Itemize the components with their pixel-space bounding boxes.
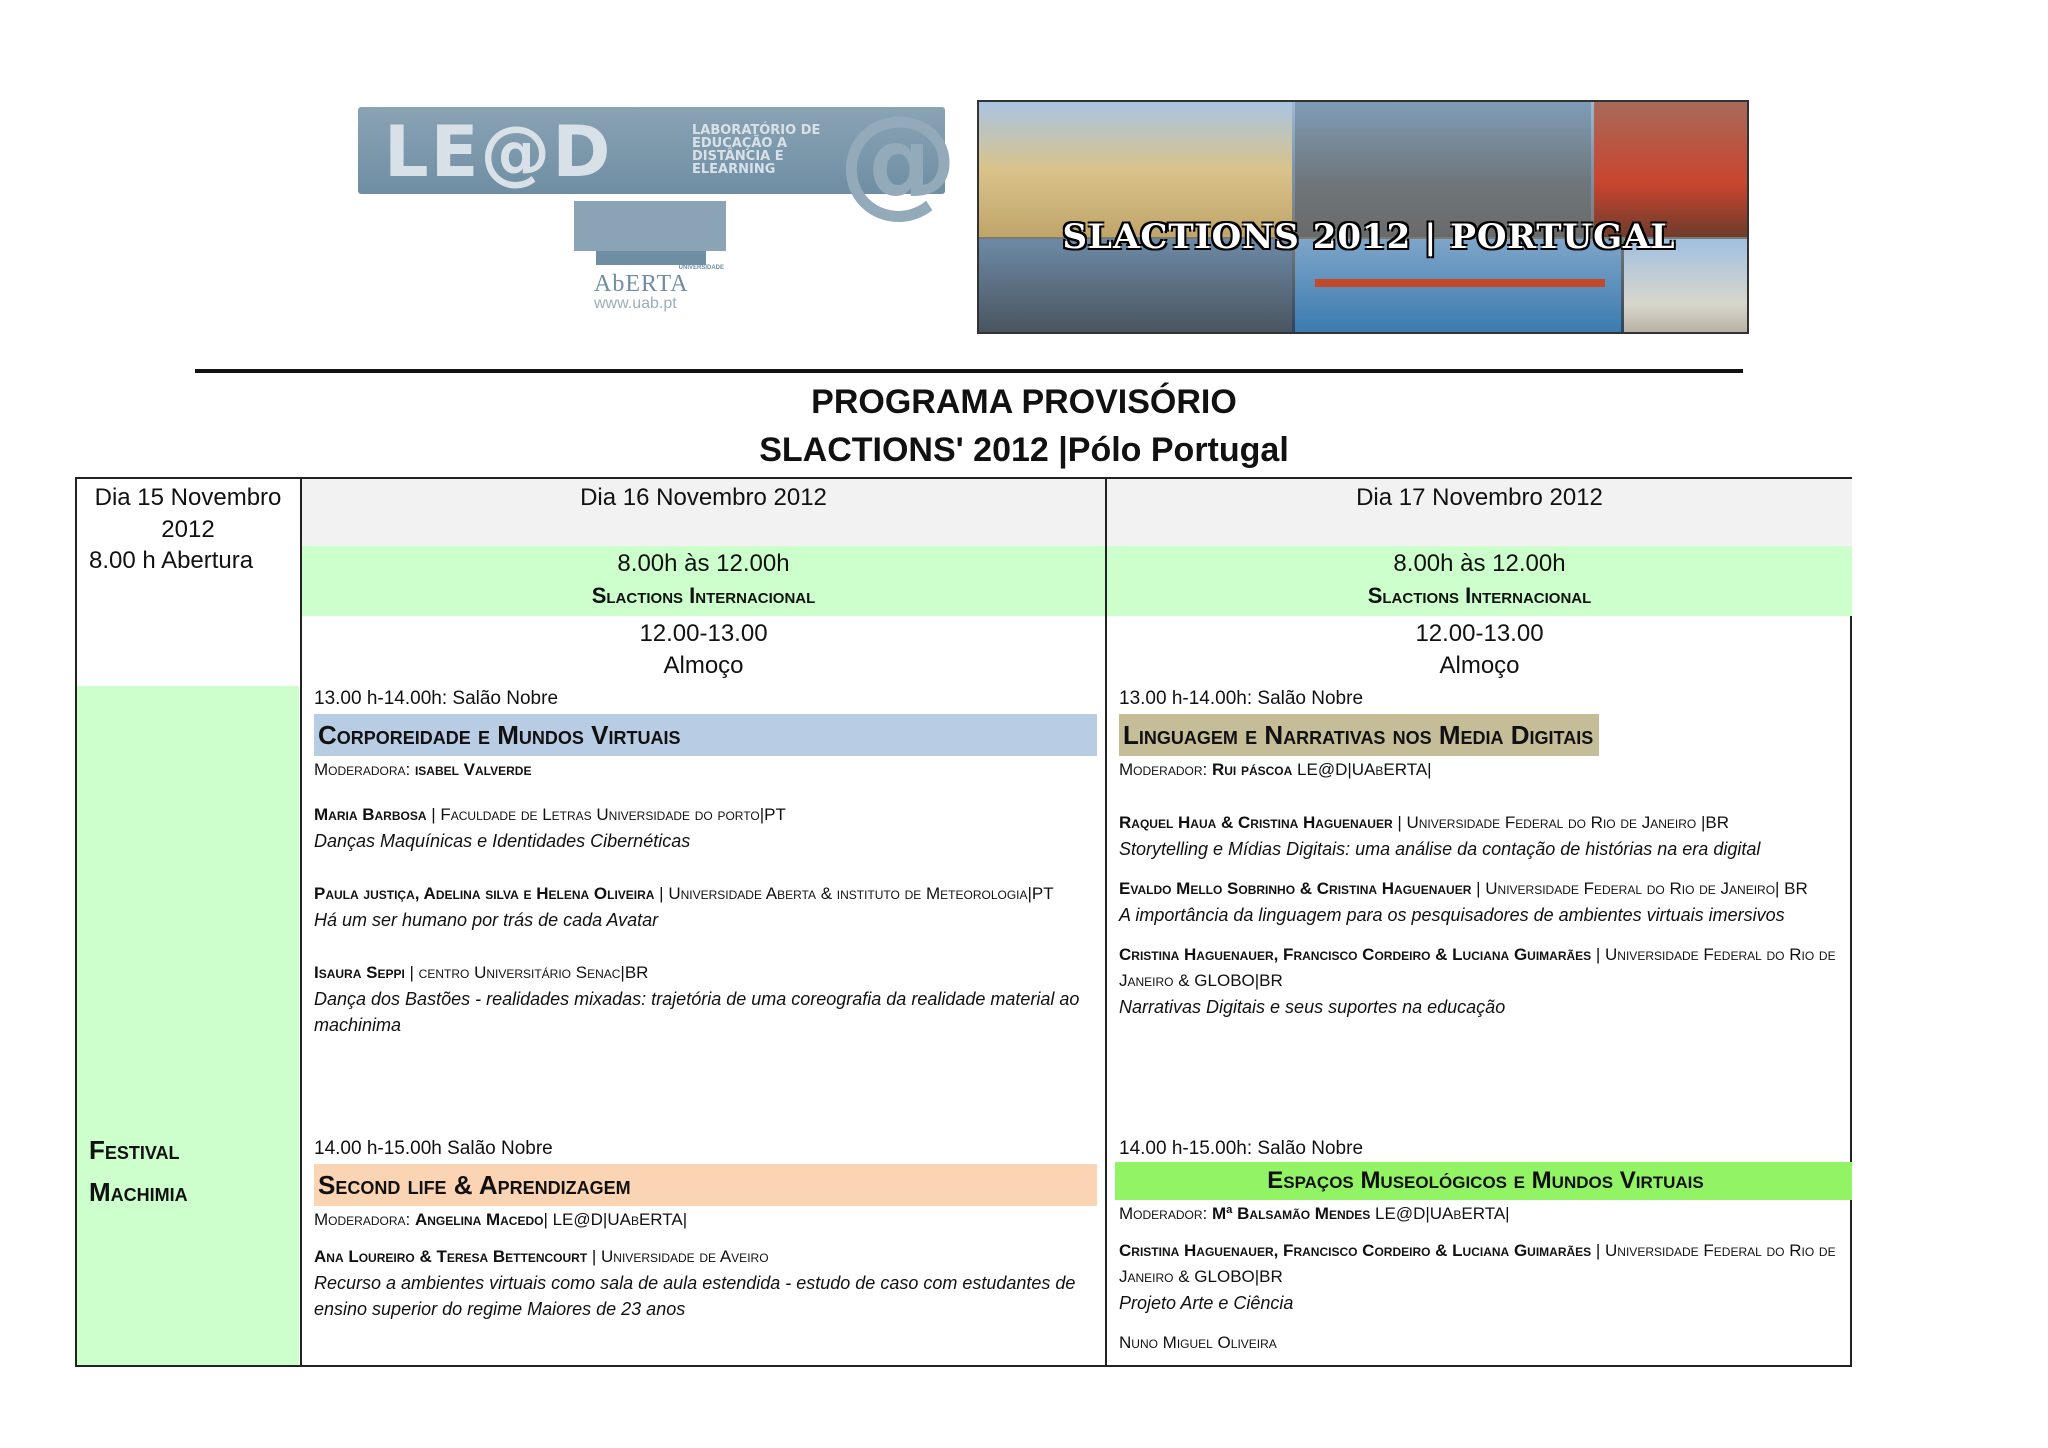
day16-morning-time: 8.00h às 12.00h xyxy=(617,550,790,577)
festival-cell xyxy=(77,686,299,1365)
list-item xyxy=(314,802,1097,854)
entry-authors: Raquel Haua & Cristina Haguenauer xyxy=(1119,813,1393,832)
entry-work: Projeto Arte e Ciência xyxy=(1119,1293,1294,1313)
aberta-logo-bar-icon xyxy=(596,251,706,265)
bridge-icon xyxy=(1315,279,1605,287)
day15-column xyxy=(77,479,299,1365)
moderator-label: Moderador: xyxy=(1119,1204,1212,1223)
day16-lunch-label: Almoço xyxy=(663,652,744,679)
list-item xyxy=(1119,1238,1844,1316)
slactions-banner xyxy=(977,100,1749,334)
page-title: PROGRAMA PROVISÓRIO xyxy=(811,383,1237,421)
day16-session2-title: Second life & Aprendizagem xyxy=(314,1164,1097,1206)
entry-work: A importância da linguagem para os pesquisadores de ambientes virtuais imersivos xyxy=(1119,905,1785,925)
entry-work: Storytelling e Mídias Digitais: uma análise da contação de histórias na era digital xyxy=(1119,839,1761,859)
entry-affiliation: | Universidade Federal do Rio de Janeiro & GLOBO|BR xyxy=(1119,1241,1836,1286)
aberta-logo-univ: UNIVERSIDADE xyxy=(678,265,724,271)
day16-session1-time: 13.00 h-14.00h: Salão Nobre xyxy=(314,688,559,709)
entry-authors: Ana Loureiro & Teresa Bettencourt xyxy=(314,1247,588,1266)
festival-label xyxy=(89,1129,188,1213)
aberta-logo-url: www.uab.pt xyxy=(594,295,677,312)
aberta-logo-block-icon xyxy=(574,201,726,251)
moderator-name: Rui páscoa xyxy=(1211,760,1293,779)
day17-session1-moderator xyxy=(1119,756,1844,784)
day16-session2-moderator xyxy=(314,1206,1097,1234)
entry-work: Danças Maquínicas e Identidades Cibernéticas xyxy=(314,831,691,851)
entry-affiliation: Nuno Miguel Oliveira xyxy=(1119,1333,1277,1352)
day16-session1-moderator xyxy=(314,756,1097,784)
entry-authors: Cristina Haguenauer, Francisco Cordeiro & Luciana Guimarães xyxy=(1119,1241,1592,1260)
day16-lunch-time: 12.00-13.00 xyxy=(639,620,768,647)
day17-session1-time: 13.00 h-14.00h: Salão Nobre xyxy=(1119,688,1364,709)
day17-morning-time: 8.00h às 12.00h xyxy=(1393,550,1566,577)
day17-morning-slot xyxy=(1107,546,1852,616)
entry-affiliation: | Universidade Federal do Rio de Janeiro| BR xyxy=(1471,879,1808,898)
moderator-name: Angelina Macedo xyxy=(414,1210,544,1229)
entry-authors: Isaura Seppi xyxy=(314,963,405,982)
moderator-affiliation: | LE@D|UAbERTA| xyxy=(543,1210,688,1229)
program-table xyxy=(75,477,1852,1367)
entry-affiliation: | centro Universitário Senac|BR xyxy=(404,963,649,982)
day17-session2 xyxy=(1119,1136,1844,1356)
entry-authors: Cristina Haguenauer, Francisco Cordeiro & Luciana Guimarães xyxy=(1119,945,1592,964)
list-item xyxy=(1119,1330,1844,1356)
moderator-label: Moderadora: xyxy=(314,760,415,779)
moderator-label: Moderadora: xyxy=(314,1210,415,1229)
day17-column xyxy=(1105,479,1852,1365)
day17-session1-title-wrap xyxy=(1119,714,1844,756)
day17-session1-title: Linguagem e Narrativas nos Media Digitais xyxy=(1119,714,1599,756)
day17-session2-moderator xyxy=(1119,1200,1844,1228)
moderator-label: Moderador: xyxy=(1119,760,1212,779)
day16-morning-label: Slactions Internacional xyxy=(591,583,816,608)
day17-lunch-label: Almoço xyxy=(1439,652,1520,679)
list-item xyxy=(314,960,1097,1038)
day16-session2-time: 14.00 h-15.00h Salão Nobre xyxy=(314,1138,553,1159)
list-item xyxy=(1119,810,1844,862)
day17-header: Dia 17 Novembro 2012 xyxy=(1107,479,1852,546)
aberta-logo xyxy=(572,201,732,311)
day17-lunch-slot xyxy=(1107,616,1852,686)
day15-opening: 8.00 h Abertura xyxy=(89,547,254,574)
entry-work: Há um ser humano por trás de cada Avatar xyxy=(314,910,659,930)
moderator-affiliation: LE@D|UAbERTA| xyxy=(1370,1204,1510,1223)
banner-title: SLACTIONS 2012 | PORTUGAL xyxy=(1062,217,1676,257)
aberta-logo-name: AbERTA xyxy=(594,271,689,297)
entry-affiliation: | Universidade Federal do Rio de Janeiro & GLOBO|BR xyxy=(1119,945,1836,990)
day16-column xyxy=(300,479,1105,1365)
day16-session2 xyxy=(314,1136,1097,1322)
festival-label-line2: Machimia xyxy=(89,1177,188,1207)
at-sign-icon: @ xyxy=(838,91,958,230)
day16-session1-title: Corporeidade e Mundos Virtuais xyxy=(314,714,1097,756)
day16-lunch-slot xyxy=(302,616,1105,686)
entry-authors: Maria Barbosa xyxy=(314,805,427,824)
entry-affiliation: | Universidade de Aveiro xyxy=(587,1247,769,1266)
day15-header: Dia 15 Novembro 2012 xyxy=(77,479,299,546)
lead-logo-text: LE@D xyxy=(384,111,613,193)
list-item xyxy=(314,881,1097,933)
festival-label-line1: Festival xyxy=(89,1135,180,1165)
day17-morning-label: Slactions Internacional xyxy=(1367,583,1592,608)
entry-authors: Paula justiça, Adelina silva e Helena Oliveira xyxy=(314,884,655,903)
day16-morning-slot xyxy=(302,546,1105,616)
header-rule xyxy=(195,369,1743,373)
entry-work: Dança dos Bastões - realidades mixadas: trajetória de uma coreografia da realidade material ao machinima xyxy=(314,989,1080,1035)
lead-logo xyxy=(358,91,958,230)
day17-session1 xyxy=(1119,686,1844,1020)
moderator-name: Mª Balsamão Mendes xyxy=(1211,1204,1371,1223)
day17-session2-title: Espaços Museológicos e Mundos Virtuais xyxy=(1115,1162,1852,1200)
moderator-affiliation: LE@D|UAbERTA| xyxy=(1292,760,1432,779)
entry-affiliation: | Faculdade de Letras Universidade do porto|PT xyxy=(426,805,786,824)
list-item xyxy=(1119,876,1844,928)
day17-session2-time: 14.00 h-15.00h: Salão Nobre xyxy=(1119,1138,1364,1159)
entry-work: Recurso a ambientes virtuais como sala de aula estendida - estudo de caso com estudantes de ensino superior do regime Maiores de 23 anos xyxy=(314,1273,1076,1319)
list-item xyxy=(314,1244,1097,1322)
list-item xyxy=(1119,942,1844,1020)
page-subtitle: SLACTIONS' 2012 |Pólo Portugal xyxy=(759,431,1289,469)
entry-work: Narrativas Digitais e seus suportes na educação xyxy=(1119,997,1506,1017)
entry-authors: Evaldo Mello Sobrinho & Cristina Haguenauer xyxy=(1119,879,1472,898)
day16-session1 xyxy=(314,686,1097,1038)
day17-lunch-time: 12.00-13.00 xyxy=(1415,620,1544,647)
day16-header: Dia 16 Novembro 2012 xyxy=(302,479,1105,546)
entry-affiliation: | Universidade Federal do Rio de Janeiro |BR xyxy=(1392,813,1730,832)
entry-affiliation: | Universidade Aberta & instituto de Meteorologia|PT xyxy=(654,884,1054,903)
moderator-name: isabel Valverde xyxy=(414,760,532,779)
lead-logo-subtitle: LABORATÓRIO DE EDUCAÇÃO A DISTÂNCIA E ELEARNING xyxy=(692,123,821,177)
